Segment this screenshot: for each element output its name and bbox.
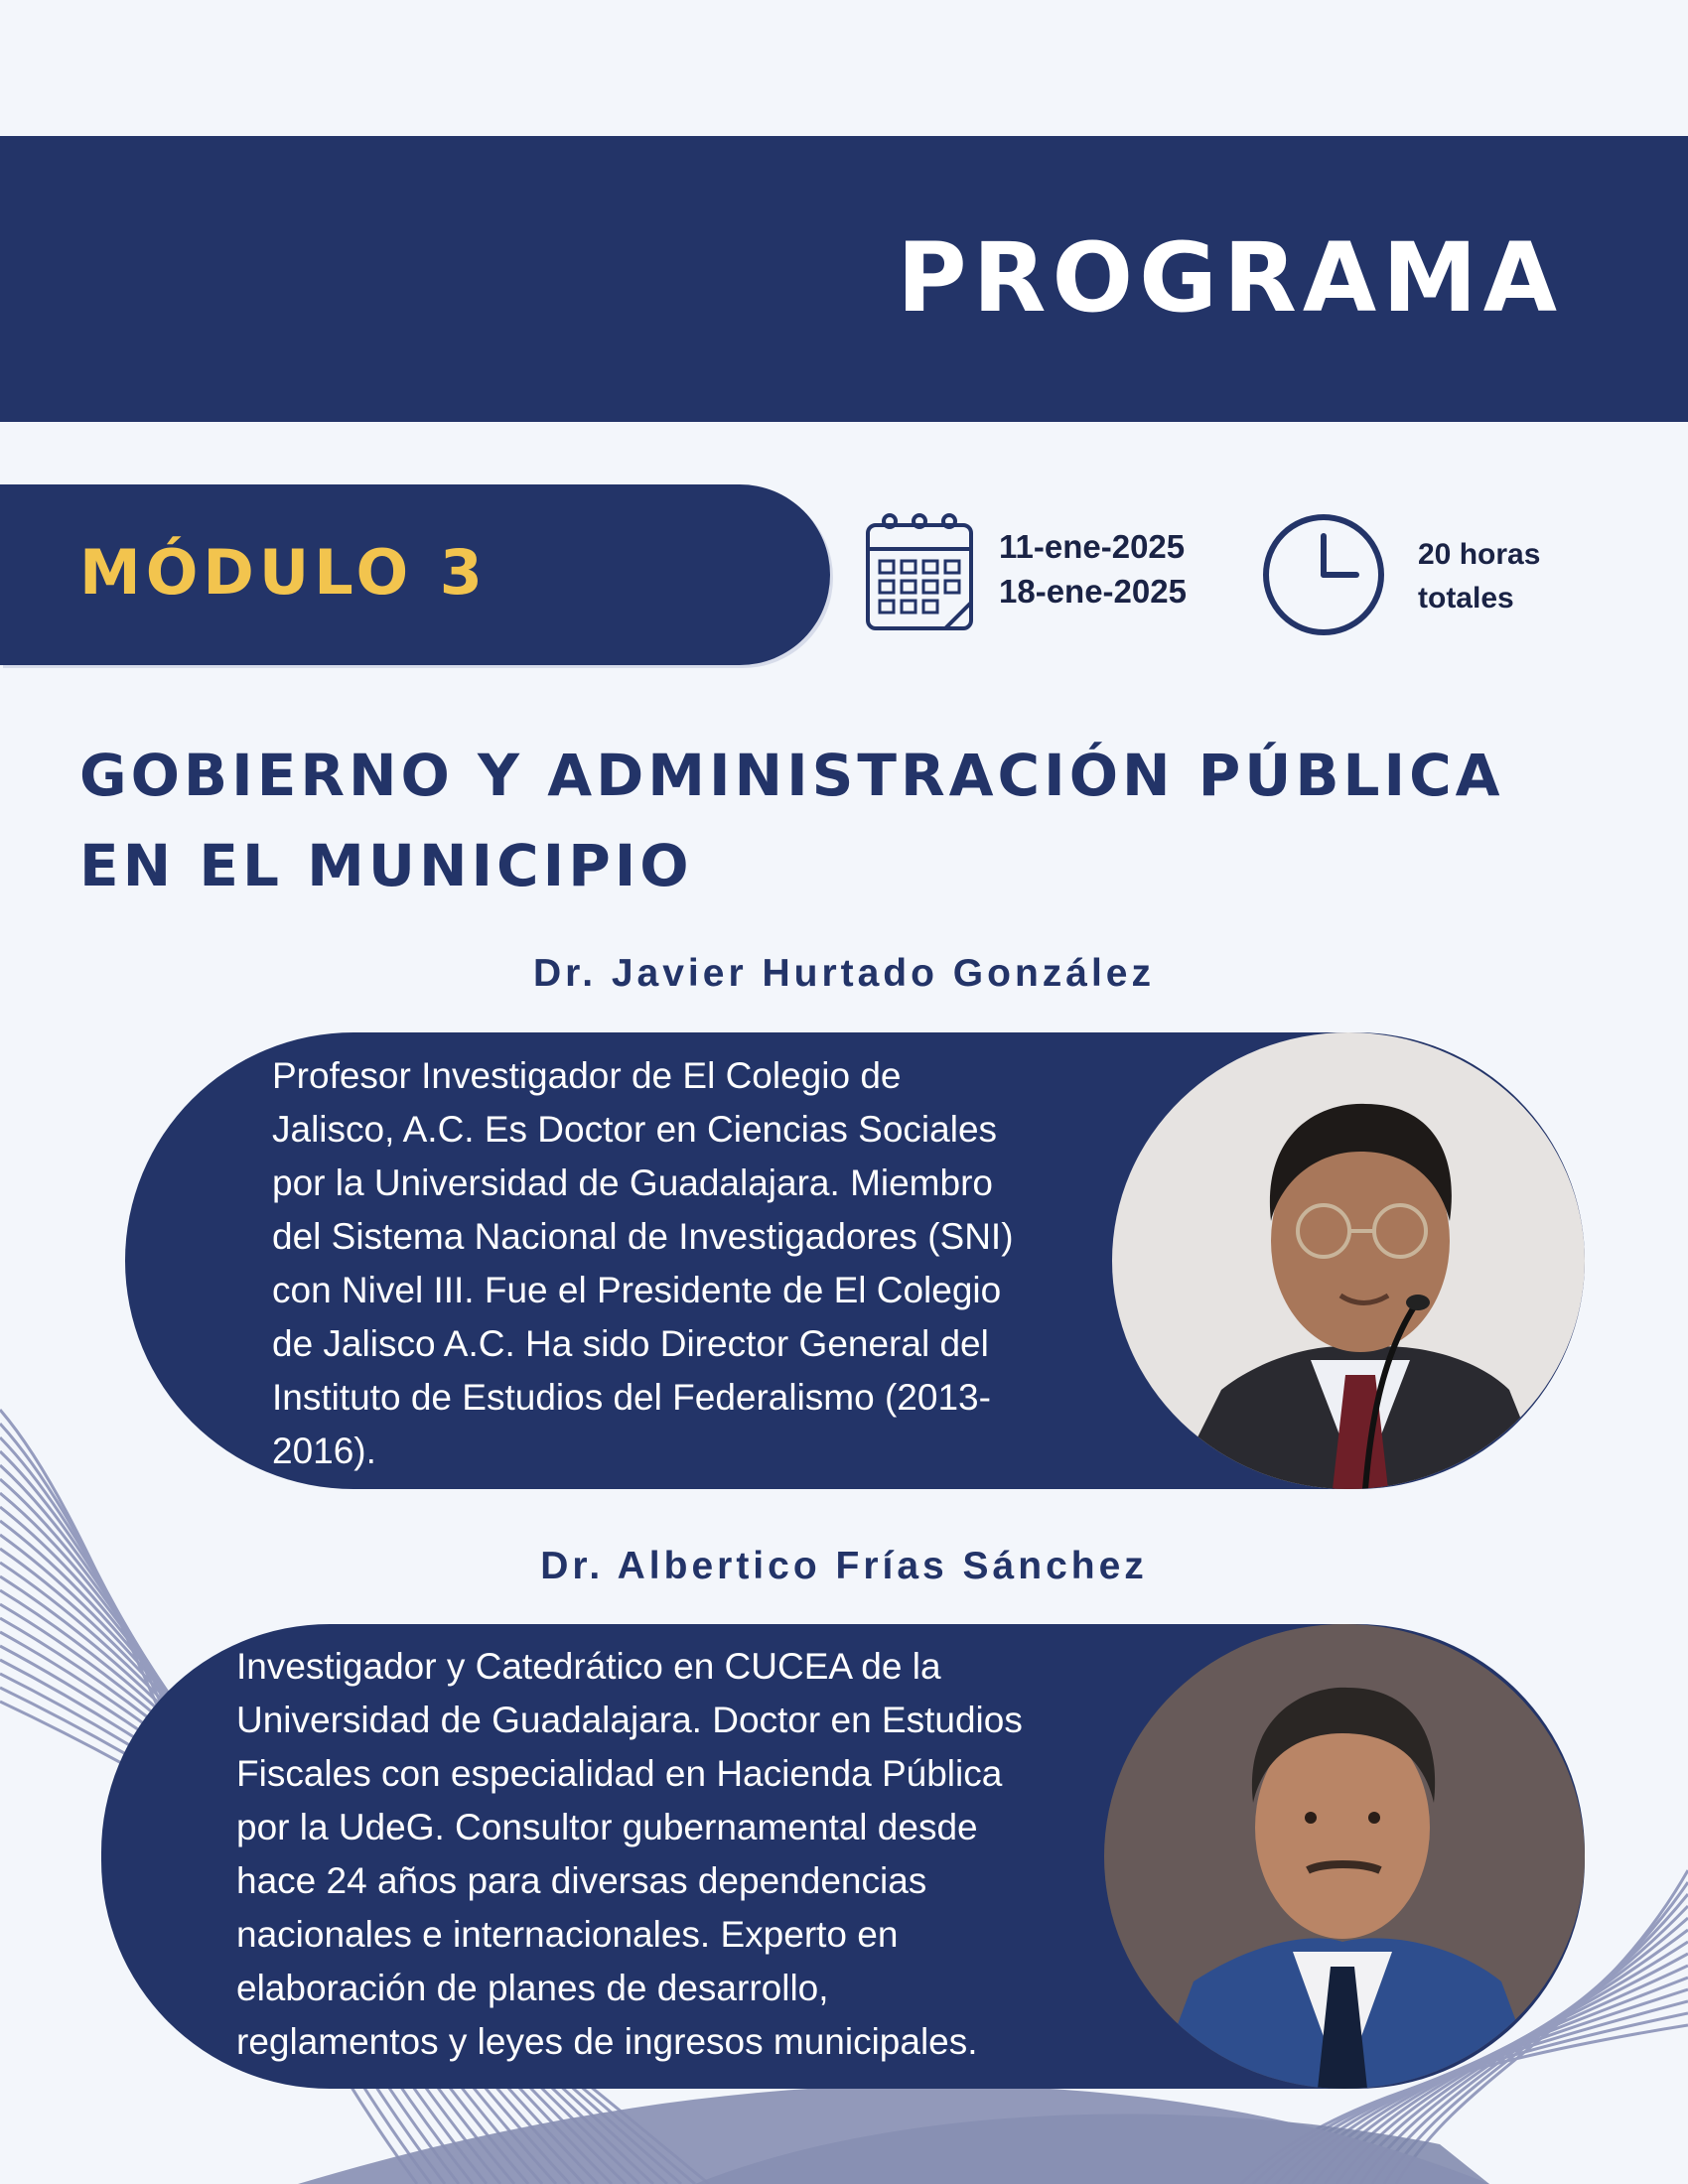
speaker-name-2: Dr. Albertico Frías Sánchez bbox=[540, 1545, 1148, 1587]
bio-line: del Sistema Nacional de Investigadores (SNI) bbox=[272, 1216, 1014, 1257]
total-hours bbox=[1418, 533, 1540, 620]
course-title-line-2: EN EL MUNICIPIO bbox=[79, 832, 693, 899]
speaker-photo-2 bbox=[1104, 1624, 1585, 2089]
hours-line-1: 20 horas bbox=[1418, 538, 1541, 571]
bio-line: Fiscales con especialidad en Hacienda Pública bbox=[236, 1753, 1003, 1794]
page-title: PROGRAMA bbox=[897, 222, 1563, 334]
bio-line: nacionales e internacionales. Experto en bbox=[236, 1914, 899, 1955]
clock-icon bbox=[1259, 510, 1388, 639]
bio-line: con Nivel III. Fue el Presidente de El Colegio bbox=[272, 1270, 1002, 1310]
bio-line: Profesor Investigador de El Colegio de bbox=[272, 1055, 902, 1096]
bio-line: 2016). bbox=[272, 1431, 376, 1471]
course-title bbox=[79, 731, 1628, 911]
bio-line: Instituto de Estudios del Federalismo (2013- bbox=[272, 1377, 991, 1418]
module-dates bbox=[999, 524, 1187, 614]
calendar-icon bbox=[864, 511, 978, 635]
speaker-bio-2 bbox=[236, 1640, 1130, 2069]
bio-line: Jalisco, A.C. Es Doctor en Ciencias Sociales bbox=[272, 1109, 998, 1150]
bio-line: por la Universidad de Guadalajara. Miembro bbox=[272, 1162, 993, 1203]
bio-line: Investigador y Catedrático en CUCEA de la bbox=[236, 1646, 941, 1687]
bio-line: elaboración de planes de desarrollo, bbox=[236, 1968, 829, 2008]
bio-line: reglamentos y leyes de ingresos municipales. bbox=[236, 2021, 978, 2062]
hours-line-2: totales bbox=[1418, 582, 1514, 614]
end-date: 18-ene-2025 bbox=[999, 573, 1187, 610]
module-label: MÓDULO 3 bbox=[79, 536, 488, 609]
speaker-photo-1 bbox=[1112, 1032, 1585, 1489]
bio-line: por la UdeG. Consultor gubernamental desde bbox=[236, 1807, 978, 1847]
bio-line: de Jalisco A.C. Ha sido Director General del bbox=[272, 1323, 989, 1364]
bio-line: Universidad de Guadalajara. Doctor en Estudios bbox=[236, 1700, 1023, 1740]
course-title-line-1: GOBIERNO Y ADMINISTRACIÓN PÚBLICA bbox=[79, 742, 1504, 809]
speaker-name-1: Dr. Javier Hurtado González bbox=[533, 952, 1155, 995]
start-date: 11-ene-2025 bbox=[999, 528, 1186, 565]
speaker-bio-1 bbox=[272, 1049, 1126, 1478]
bio-line: hace 24 años para diversas dependencias bbox=[236, 1860, 927, 1901]
